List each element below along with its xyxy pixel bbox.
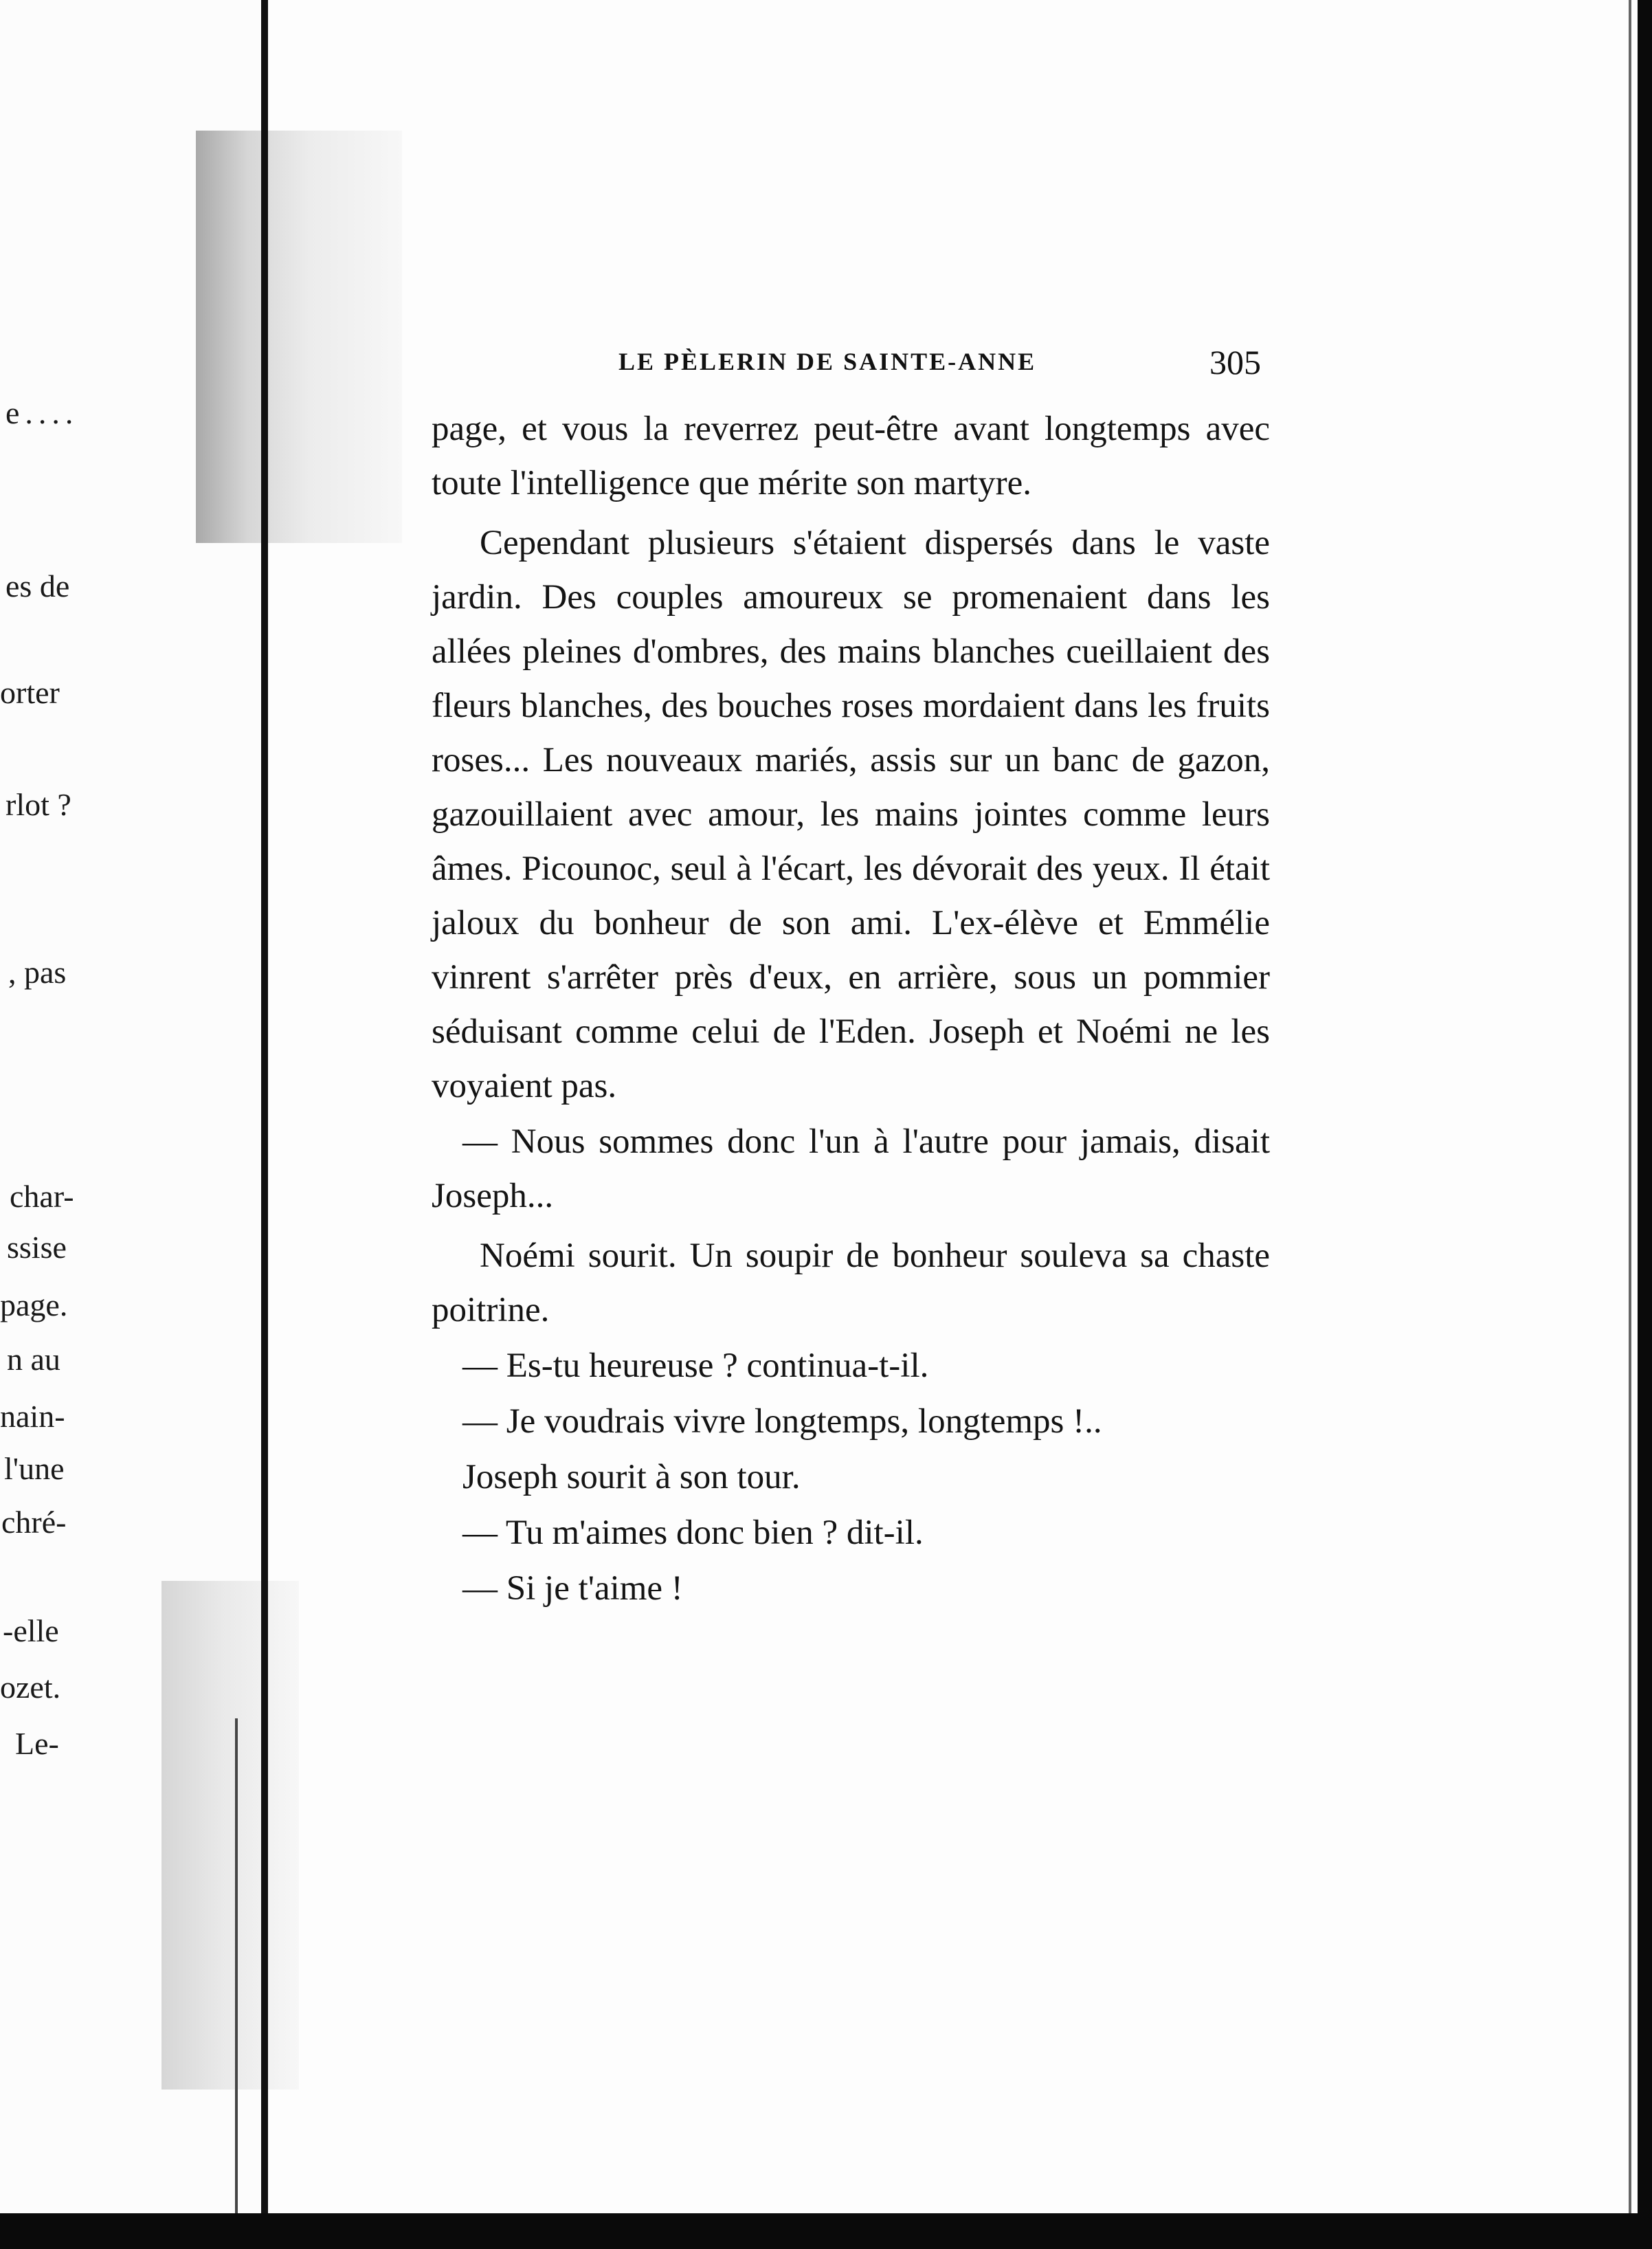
prev-fragment: nain- <box>0 1399 65 1434</box>
prev-fragment: chré- <box>1 1505 67 1540</box>
paragraph: — Si je t'aime ! <box>462 1569 683 1608</box>
paragraph: page, et vous la reverrez peut-être avant longtemps avec toute l'intelligence que mérite son martyre. <box>432 410 1270 502</box>
paragraph: Cependant plusieurs s'étaient dispersés dans le vaste jardin. Des couples amoureux se promenaient dans les allées pleines d'ombres, des mains blanches cueillaient des fleurs blanches, des bouches roses mordaient dans les fruits roses... Les nouveaux mariés, assis sur un banc de gazon, gazouillaient avec amour, les mains jointes comme leurs âmes. Picounoc, seul à l'écart, les dévorait des yeux. Il était jaloux du bonheur de son ami. L'ex-élève et Emmélie vinrent s'arrêter près d'eux, en arrière, sous un pommier séduisant comme celui de l'Eden. Joseph et Noémi ne les voyaient pas. <box>432 524 1270 1105</box>
gutter-line <box>235 1718 238 2249</box>
gutter-line <box>261 0 268 2249</box>
paragraph: — Tu m'aimes donc bien ? dit-il. <box>462 1514 924 1552</box>
prev-fragment: char- <box>10 1179 74 1214</box>
prev-fragment: orter <box>0 675 60 710</box>
prev-fragment: rlot ? <box>5 787 71 822</box>
scan-border-right <box>1638 0 1652 2249</box>
prev-fragment: es de <box>5 568 70 603</box>
spine-shadow <box>161 1581 299 2090</box>
prev-fragment: e.... <box>5 395 79 430</box>
prev-fragment: Le- <box>15 1726 59 1761</box>
spine-shadow <box>196 131 402 543</box>
prev-fragment: ozet. <box>0 1670 61 1705</box>
prev-fragment: n au <box>7 1342 60 1377</box>
scan-border-bottom <box>0 2213 1652 2249</box>
running-head: LE PÈLERIN DE SAINTE-ANNE <box>618 348 1037 375</box>
prev-fragment: -elle <box>3 1613 59 1648</box>
prev-fragment: l'une <box>4 1451 65 1486</box>
paragraph: Joseph sourit à son tour. <box>462 1458 801 1496</box>
paragraph: — Je voudrais vivre longtemps, longtemps !.. <box>462 1402 1102 1441</box>
page-edge <box>1629 0 1631 2249</box>
paragraph: Noémi sourit. Un soupir de bonheur souleva sa chaste poitrine. <box>432 1237 1270 1329</box>
prev-fragment: , pas <box>8 955 67 990</box>
body-text <box>432 402 1270 1616</box>
paragraph: — Es-tu heureuse ? continua-t-il. <box>462 1347 929 1385</box>
prev-fragment: page. <box>0 1287 68 1322</box>
prev-fragment: ssise <box>7 1230 67 1265</box>
page-number: 305 <box>1209 343 1261 381</box>
paragraph: — Nous sommes donc l'un à l'autre pour jamais, disait Joseph... <box>432 1122 1270 1215</box>
